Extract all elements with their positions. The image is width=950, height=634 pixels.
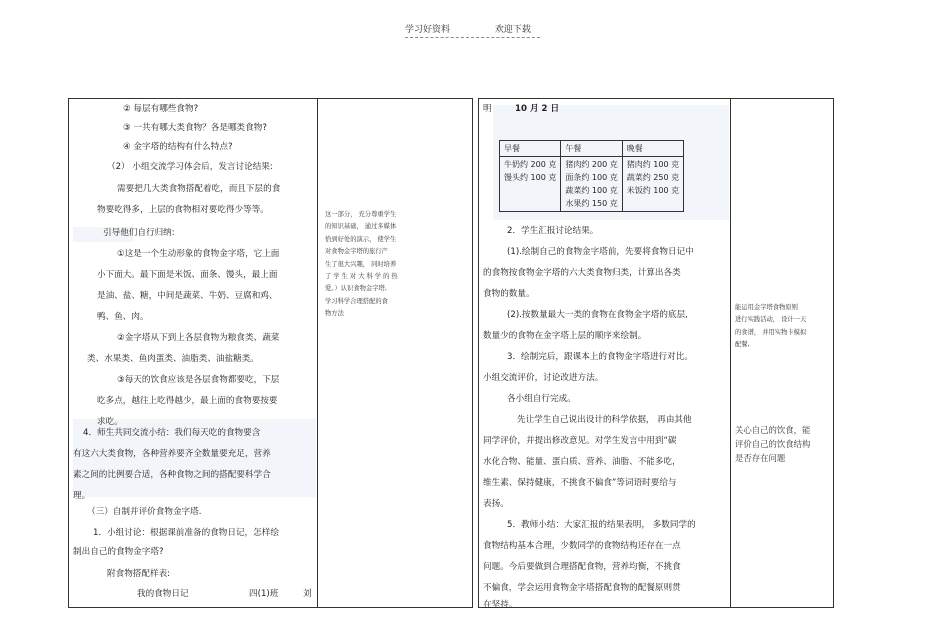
- text-line: 小组交流评价，讨论改进方法。: [483, 373, 604, 383]
- food-diary-table: [499, 140, 684, 212]
- text-line: 数量少的食物在金字塔上层的顺序来绘制。: [483, 331, 647, 341]
- right-lesson-panel: [478, 98, 834, 608]
- text-line: 同学评价，并提出修改意见。对学生发言中用到“碳: [483, 436, 677, 446]
- text-line: ①这是一个生动形象的食物金字塔，它上面: [117, 249, 280, 259]
- side-note: 能运用金字塔食物原则 进行实践活动， 设计一天 的食谱， 并用实物卡模拟 配餐,: [735, 304, 807, 349]
- text-line: 先让学生自己说出设计的科学依据， 再由其他: [517, 415, 692, 425]
- question-line: ② 每层有哪些食物?: [123, 104, 199, 114]
- text-line: 是油、盐、糖，中间是蔬菜、牛奶、豆腐和鸡、: [97, 291, 278, 301]
- text-line: 问题。今后要做到合理搭配食物，营养均衡，不挑食: [483, 562, 681, 572]
- text-line: 制出自己的食物金字塔?: [73, 547, 164, 557]
- text-line: 素之间的比例要合适，各种食物之间的搭配要科学合: [73, 470, 271, 480]
- text-line: 需要把几大类食物搭配着吃，而且下层的食: [117, 184, 281, 194]
- text-line: 4．师生共同交流小结：我们每天吃的食物要含: [83, 428, 261, 438]
- text-line: 鸭、鱼、肉。: [97, 312, 149, 322]
- header-dinner: 晚餐: [622, 141, 683, 157]
- table-header-row: [500, 141, 684, 157]
- text-line: (1).绘制自己的食物金字塔前，先要将食物日记中: [507, 247, 694, 257]
- text-line: 小下面大。最下面是米饭、面条、馒头，最上面: [97, 270, 278, 280]
- text-line: 吃多点，越往上吃得越少，最上面的食物要按要: [97, 396, 278, 406]
- text-line: 表扬。: [483, 499, 509, 509]
- breakfast-cell: 牛奶约 200 克 馒头约 100 克: [500, 157, 561, 212]
- text-line: 不偏食，学会运用食物金字塔搭配食物的配餐原则贯: [483, 583, 681, 593]
- header-left: 学习好资料: [405, 25, 451, 35]
- header-right: 欢迎下载: [494, 25, 531, 35]
- table-row: [500, 157, 684, 212]
- text-line: （2） 小组交流学习体会后，发言讨论结果:: [107, 162, 273, 172]
- text-line: 在坚持。: [483, 600, 518, 610]
- text-line: 维生素、保持健康，不挑食不偏食”等词语时要给与: [483, 478, 677, 488]
- question-line: ④ 金字塔的结构有什么特点?: [123, 142, 233, 152]
- diary-title: 我的食物日记: [137, 589, 189, 599]
- text-line: 理。: [73, 491, 91, 501]
- text-line: 引导他们自行归纳:: [103, 228, 175, 238]
- text-line: 类、水果类、鱼肉蛋类、油脂类、油盐糖类。: [87, 354, 259, 364]
- text-line: ②金字塔从下到上各层食物为粮食类、蔬菜: [117, 333, 280, 343]
- text-line: 物要吃得多，上层的食物相对要吃得少等等。: [97, 205, 269, 215]
- dinner-cell: 猪肉约 100 克 蔬菜约 250 克 米饭约 100 克: [622, 157, 683, 212]
- date-prefix: 明: [483, 104, 492, 114]
- text-line: 1．小组讨论：根据课前准备的食物日记，怎样绘: [93, 528, 279, 538]
- header-lunch: 午餐: [561, 141, 622, 157]
- text-line: 水化合物、能量、蛋白质、营养、油脂、不能多吃，: [483, 457, 681, 467]
- text-line: 有这六大类食物，各种营养要齐全数量要充足，营养: [73, 449, 271, 459]
- text-line: ③每天的饮食应该是各层食物都要吃，下层: [117, 375, 280, 385]
- column-divider: [317, 99, 318, 607]
- text-line: 各小组自行完成。: [507, 394, 576, 404]
- section-heading: （三）自制并评价食物金字塔.: [87, 507, 202, 517]
- side-note: 关心自己的饮食，能 评价自己的饮食结构 是否存在问题: [735, 425, 811, 463]
- text-line: 的食物按食物金字塔的六大类食物归类，计算出各类: [483, 268, 681, 278]
- question-line: ③ 一共有哪大类食物？各是哪类食物?: [123, 123, 267, 133]
- text-line: 5．教师小结：大家汇报的结果表明， 多数同学的: [507, 520, 696, 530]
- name-label: 刘: [303, 589, 312, 599]
- date-label: 10 月 2 日: [515, 104, 560, 114]
- lunch-cell: 猪肉约 200 克 面条约 100 克 蔬菜约 100 克 水果约 150 克: [561, 157, 622, 212]
- page-header: [405, 22, 540, 38]
- text-line: (2).按数量最大一类的食物在食物金字塔的底层,: [507, 310, 688, 320]
- text-line: 食物结构基本合理，少数同学的食物结构还存在一点: [483, 541, 681, 551]
- header-breakfast: 早餐: [500, 141, 561, 157]
- text-line: 附食物搭配样表:: [107, 569, 171, 579]
- text-line: 2．学生汇报讨论结果。: [507, 226, 599, 236]
- text-line: 3．绘制完后，跟课本上的食物金字塔进行对比。: [507, 352, 693, 362]
- text-line: 食物的数量。: [483, 289, 535, 299]
- text-line: 求吃。: [97, 417, 123, 427]
- side-note: 这一部分， 充分尊重学生 的知识基础， 通过多媒体 恰到好处的演示， 使学生 对食物金字塔的旅行产 生了很大兴趣， 同时培养 了 学 生 对 大 科 学 的 热 爱。）认识食物金字塔, 学习科学合理搭配的食 物方法: [325, 211, 398, 318]
- column-divider: [730, 99, 731, 607]
- left-lesson-panel: [68, 98, 473, 608]
- class-label: 四(1)班: [249, 589, 279, 599]
